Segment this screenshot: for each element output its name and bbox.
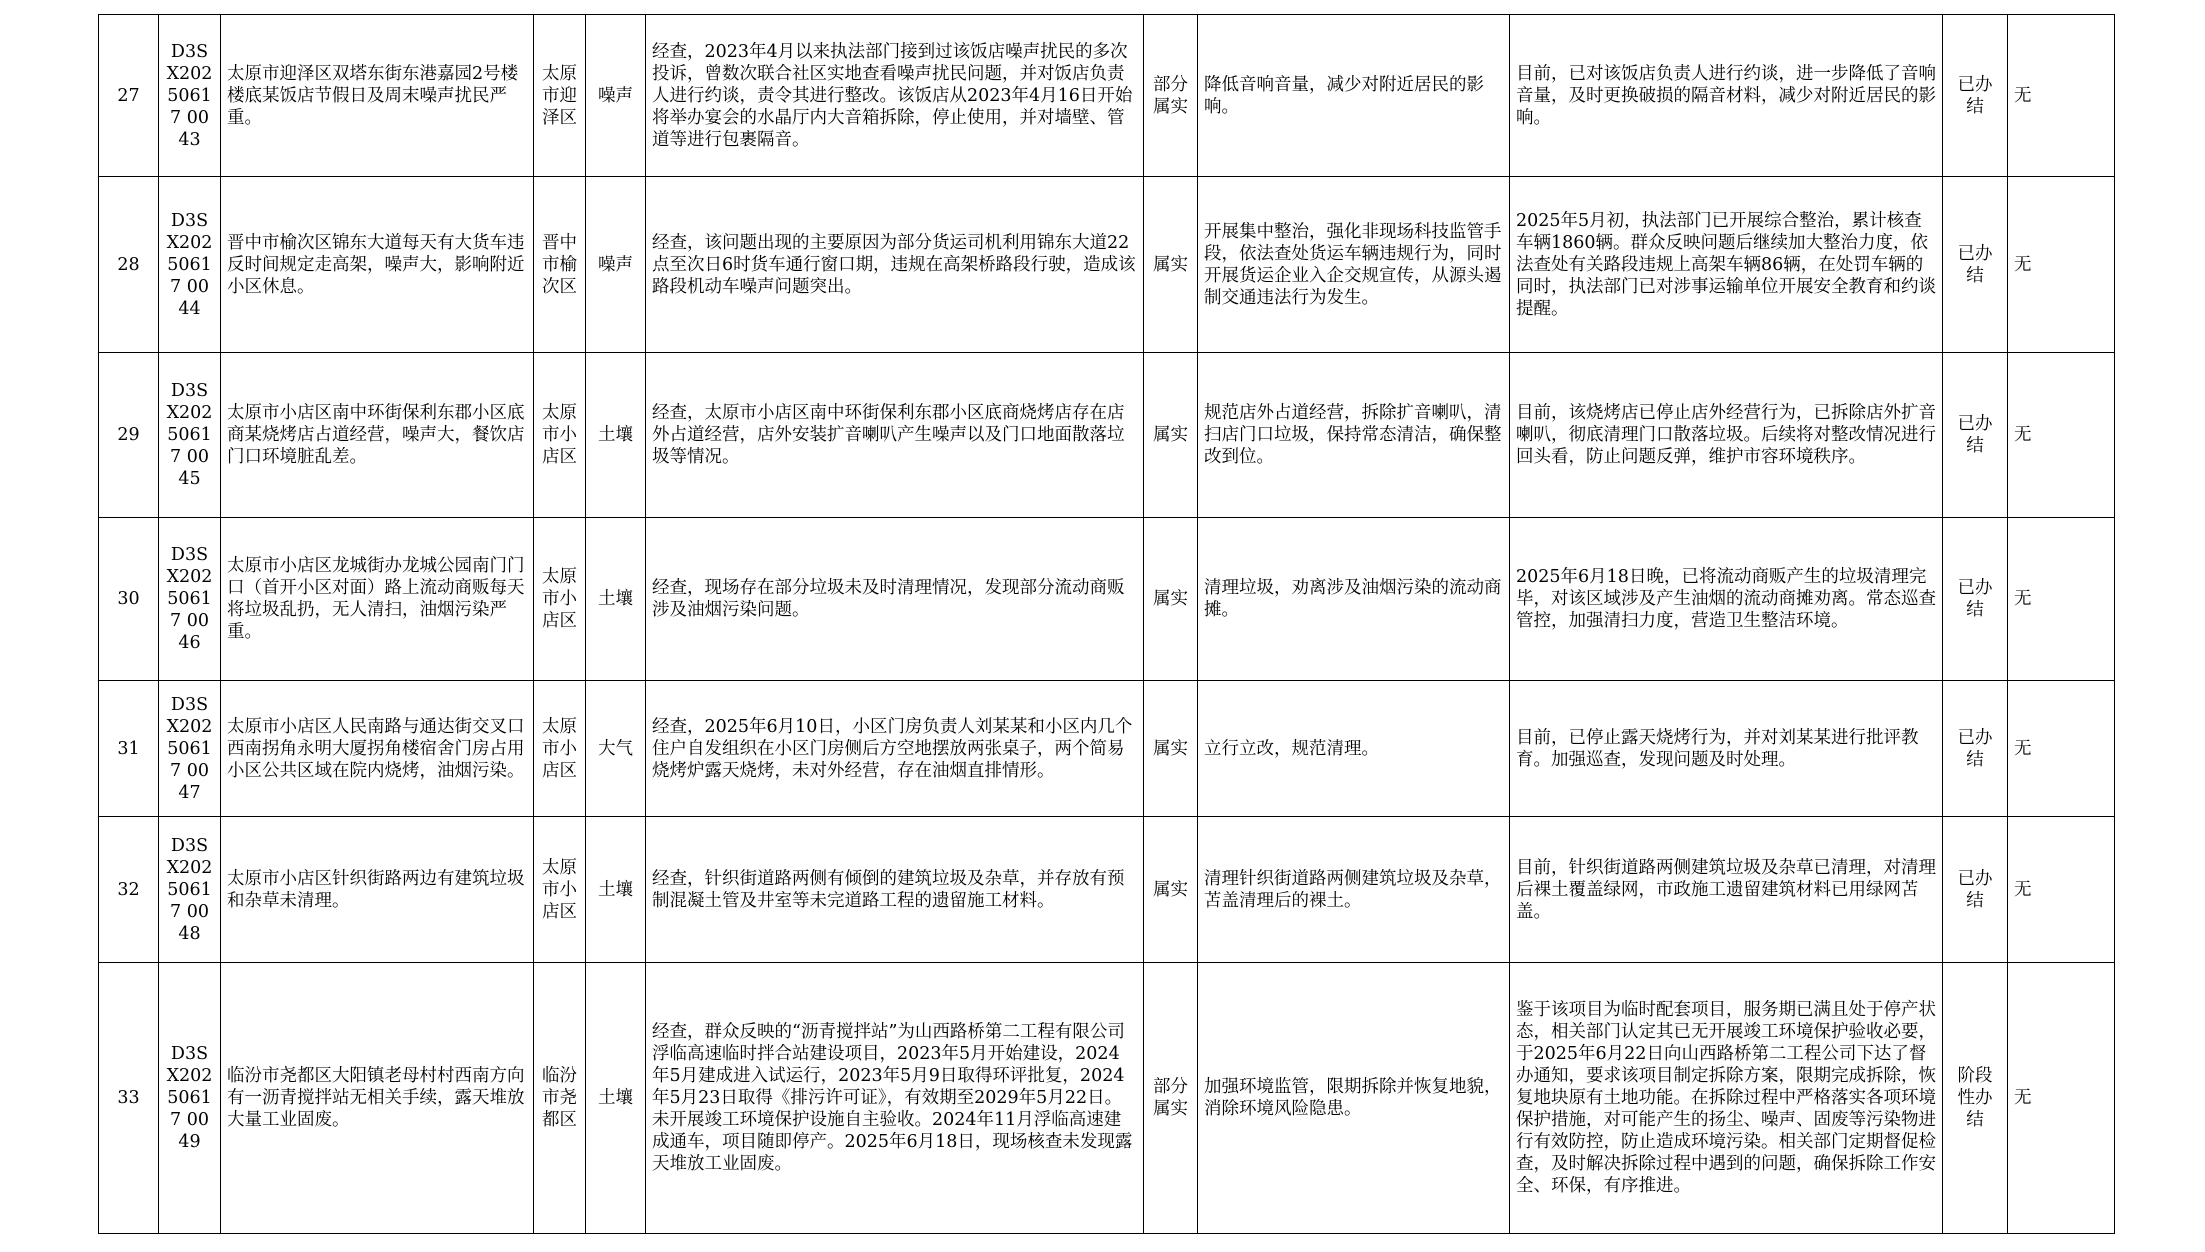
area: 太原市小店区 (534, 817, 586, 963)
area: 太原市迎泽区 (534, 15, 586, 177)
handling-status: 已办结 (1943, 353, 2008, 518)
investigation-result: 经查，2025年6月10日，小区门房负责人刘某某和小区内几个住户自发组织在小区门房侧后方空地摆放两张桌子，两个简易烧烤炉露天烧烤，未对外经营，存在油烟直排情形。 (646, 681, 1144, 817)
pollution-type: 大气 (586, 681, 646, 817)
rectification-measures: 规范店外占道经营，拆除扩音喇叭，清扫店门口垃圾，保持常态清洁，确保整改到位。 (1198, 353, 1510, 518)
row-number: 33 (99, 963, 159, 1234)
pollution-type: 土壤 (586, 518, 646, 681)
table-row (99, 817, 2115, 963)
complaint-table (98, 14, 2115, 1234)
row-number: 31 (99, 681, 159, 817)
accountability: 无 (2008, 518, 2115, 681)
handling-status: 已办结 (1943, 15, 2008, 177)
verification: 属实 (1144, 177, 1198, 353)
investigation-result: 经查，针织街道路两侧有倾倒的建筑垃圾及杂草，并存放有预制混凝土管及井室等未完道路工程的遗留施工材料。 (646, 817, 1144, 963)
pollution-type: 土壤 (586, 817, 646, 963)
verification: 部分属实 (1144, 15, 1198, 177)
verification: 属实 (1144, 353, 1198, 518)
rectification-measures: 开展集中整治，强化非现场科技监管手段，依法查处货运车辆违规行为，同时开展货运企业入企交规宣传，从源头遏制交通违法行为发生。 (1198, 177, 1510, 353)
complaint-text: 临汾市尧都区大阳镇老母村村西南方向有一沥青搅拌站无相关手续，露天堆放大量工业固废。 (221, 963, 534, 1234)
rectification-measures: 降低音响音量，减少对附近居民的影响。 (1198, 15, 1510, 177)
complaint-text: 太原市小店区人民南路与通达街交叉口西南拐角永明大厦拐角楼宿舍门房占用小区公共区域在院内烧烤，油烟污染。 (221, 681, 534, 817)
area: 太原市小店区 (534, 353, 586, 518)
table-row (99, 681, 2115, 817)
pollution-type: 噪声 (586, 15, 646, 177)
table-row (99, 353, 2115, 518)
pollution-type: 土壤 (586, 353, 646, 518)
investigation-result: 经查，现场存在部分垃圾未及时清理情况，发现部分流动商贩涉及油烟污染问题。 (646, 518, 1144, 681)
case-id: D3SX20250617 0045 (159, 353, 221, 518)
verification: 部分属实 (1144, 963, 1198, 1234)
rectification-progress: 2025年5月初，执法部门已开展综合整治，累计核查车辆1860辆。群众反映问题后继续加大整治力度，依法查处有关路段违规上高架车辆86辆，在处罚车辆的同时，执法部门已对涉事运输单位开展安全教育和约谈提醒。 (1510, 177, 1943, 353)
accountability: 无 (2008, 177, 2115, 353)
area: 太原市小店区 (534, 518, 586, 681)
pollution-type: 噪声 (586, 177, 646, 353)
table-row (99, 177, 2115, 353)
handling-status: 已办结 (1943, 817, 2008, 963)
rectification-progress: 目前，已停止露天烧烤行为，并对刘某某进行批评教育。加强巡查，发现问题及时处理。 (1510, 681, 1943, 817)
row-number: 29 (99, 353, 159, 518)
case-id: D3SX20250617 0047 (159, 681, 221, 817)
investigation-result: 经查，该问题出现的主要原因为部分货运司机利用锦东大道22点至次日6时货车通行窗口期，违规在高架桥路段行驶，造成该路段机动车噪声问题突出。 (646, 177, 1144, 353)
handling-status: 已办结 (1943, 681, 2008, 817)
row-number: 30 (99, 518, 159, 681)
accountability: 无 (2008, 817, 2115, 963)
rectification-progress: 目前，该烧烤店已停止店外经营行为，已拆除店外扩音喇叭，彻底清理门口散落垃圾。后续将对整改情况进行回头看，防止问题反弹，维护市容环境秩序。 (1510, 353, 1943, 518)
rectification-measures: 清理垃圾，劝离涉及油烟污染的流动商摊。 (1198, 518, 1510, 681)
area: 太原市小店区 (534, 681, 586, 817)
case-id: D3SX20250617 0046 (159, 518, 221, 681)
case-id: D3SX20250617 0049 (159, 963, 221, 1234)
accountability: 无 (2008, 681, 2115, 817)
rectification-measures: 加强环境监管，限期拆除并恢复地貌，消除环境风险隐患。 (1198, 963, 1510, 1234)
complaint-text: 太原市迎泽区双塔东街东港嘉园2号楼楼底某饭店节假日及周末噪声扰民严重。 (221, 15, 534, 177)
handling-status: 已办结 (1943, 177, 2008, 353)
rectification-progress: 2025年6月18日晚，已将流动商贩产生的垃圾清理完毕，对该区域涉及产生油烟的流动商摊劝离。常态巡查管控，加强清扫力度，营造卫生整洁环境。 (1510, 518, 1943, 681)
rectification-measures: 清理针织街道路两侧建筑垃圾及杂草，苫盖清理后的裸土。 (1198, 817, 1510, 963)
verification: 属实 (1144, 817, 1198, 963)
complaint-text: 太原市小店区龙城街办龙城公园南门门口（首开小区对面）路上流动商贩每天将垃圾乱扔，无人清扫，油烟污染严重。 (221, 518, 534, 681)
rectification-measures: 立行立改，规范清理。 (1198, 681, 1510, 817)
accountability: 无 (2008, 963, 2115, 1234)
verification: 属实 (1144, 681, 1198, 817)
case-id: D3SX20250617 0044 (159, 177, 221, 353)
area: 临汾市尧都区 (534, 963, 586, 1234)
investigation-result: 经查，2023年4月以来执法部门接到过该饭店噪声扰民的多次投诉，曾数次联合社区实地查看噪声扰民问题，并对饭店负责人进行约谈，责令其进行整改。该饭店从2023年4月16日开始将举办宴会的水晶厅内大音箱拆除，停止使用，并对墙壁、管道等进行包裹隔音。 (646, 15, 1144, 177)
verification: 属实 (1144, 518, 1198, 681)
complaint-text: 晋中市榆次区锦东大道每天有大货车违反时间规定走高架，噪声大，影响附近小区休息。 (221, 177, 534, 353)
rectification-progress: 目前，针织街道路两侧建筑垃圾及杂草已清理，对清理后裸土覆盖绿网，市政施工遗留建筑材料已用绿网苫盖。 (1510, 817, 1943, 963)
table-row (99, 963, 2115, 1234)
complaint-text: 太原市小店区针织街路两边有建筑垃圾和杂草未清理。 (221, 817, 534, 963)
handling-status: 已办结 (1943, 518, 2008, 681)
row-number: 28 (99, 177, 159, 353)
area: 晋中市榆次区 (534, 177, 586, 353)
row-number: 27 (99, 15, 159, 177)
complaint-text: 太原市小店区南中环街保利东郡小区底商某烧烤店占道经营，噪声大，餐饮店门口环境脏乱差。 (221, 353, 534, 518)
handling-status: 阶段性办结 (1943, 963, 2008, 1234)
case-id: D3SX20250617 0043 (159, 15, 221, 177)
accountability: 无 (2008, 353, 2115, 518)
rectification-progress: 鉴于该项目为临时配套项目，服务期已满且处于停产状态，相关部门认定其已无开展竣工环境保护验收必要，于2025年6月22日向山西路桥第二工程公司下达了督办通知，要求该项目制定拆除方案，限期完成拆除，恢复地块原有土地功能。在拆除过程中严格落实各项环境保护措施，对可能产生的扬尘、噪声、固废等污染物进行有效防控，防止造成环境污染。相关部门定期督促检查，及时解决拆除过程中遇到的问题，确保拆除工作安全、环保，有序推进。 (1510, 963, 1943, 1234)
investigation-result: 经查，太原市小店区南中环街保利东郡小区底商烧烤店存在店外占道经营，店外安装扩音喇叭产生噪声以及门口地面散落垃圾等情况。 (646, 353, 1144, 518)
table-row (99, 15, 2115, 177)
case-id: D3SX20250617 0048 (159, 817, 221, 963)
accountability: 无 (2008, 15, 2115, 177)
table-row (99, 518, 2115, 681)
investigation-result: 经查，群众反映的“沥青搅拌站”为山西路桥第二工程有限公司浮临高速临时拌合站建设项目，2023年5月开始建设，2024年5月建成进入试运行，2023年5月9日取得环评批复，2024年5月23日取得《排污许可证》，有效期至2029年5月22日。未开展竣工环境保护设施自主验收。2024年11月浮临高速建成通车，项目随即停产。2025年6月18日，现场核查未发现露天堆放工业固废。 (646, 963, 1144, 1234)
rectification-progress: 目前，已对该饭店负责人进行约谈，进一步降低了音响音量，及时更换破损的隔音材料，减少对附近居民的影响。 (1510, 15, 1943, 177)
pollution-type: 土壤 (586, 963, 646, 1234)
row-number: 32 (99, 817, 159, 963)
